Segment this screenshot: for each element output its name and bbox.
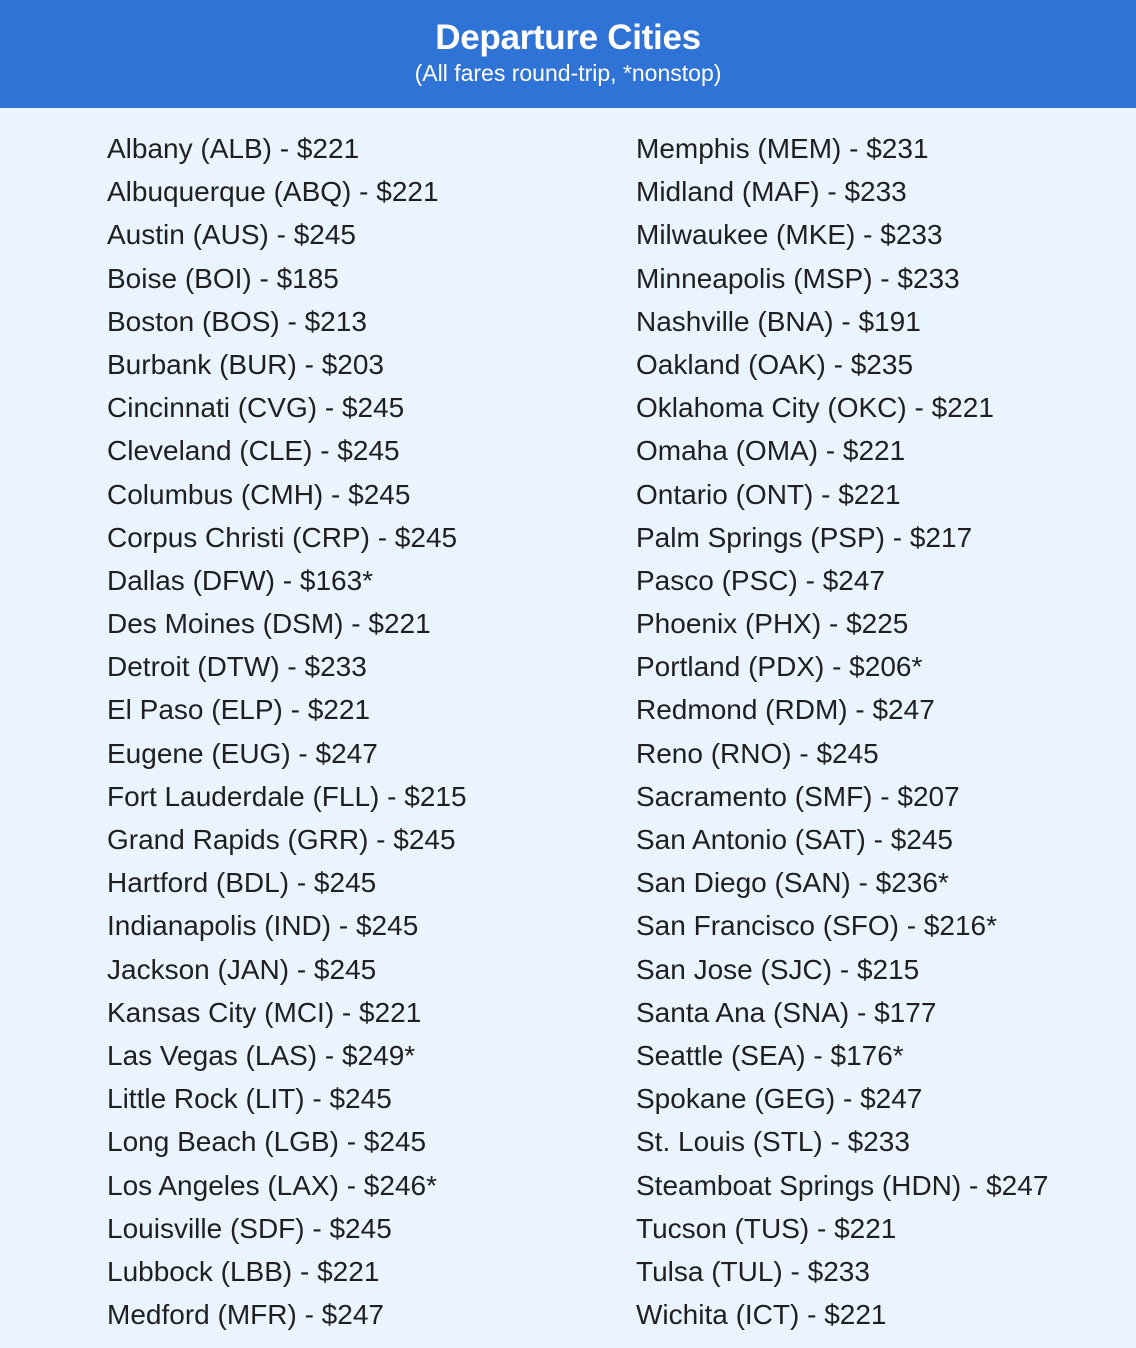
city-fare-item: Portland (PDX) - $206* (636, 651, 923, 683)
city-fare-item: Jackson (JAN) - $245 (107, 953, 377, 985)
city-fare-item: Albany (ALB) - $221 (107, 133, 360, 164)
header-banner (0, 0, 1136, 108)
city-fare-item: Los Angeles (LAX) - $246* (107, 1169, 437, 1201)
city-fare-item: Des Moines (DSM) - $221 (107, 608, 431, 640)
city-fare-item: Nashville (BNA) - $191 (636, 305, 921, 337)
city-fare-item: Detroit (DTW) - $233 (107, 651, 367, 683)
city-fare-item: Reno (RNO) - $245 (636, 737, 879, 769)
city-fare-item: Austin (AUS) - $245 (107, 219, 356, 251)
city-fare-item: Ontario (ONT) - $221 (636, 478, 901, 510)
city-fare-item: Corpus Christi (CRP) - $245 (107, 521, 458, 553)
city-fare-item: Milwaukee (MKE) - $233 (636, 219, 943, 251)
city-fare-item: Redmond (RDM) - $247 (636, 694, 935, 726)
city-fare-item: Boise (BOI) - $185 (107, 262, 339, 294)
city-fare-item: Las Vegas (LAS) - $249* (107, 1039, 416, 1071)
city-fare-item: Eugene (EUG) - $247 (107, 737, 378, 769)
city-column-right (636, 131, 1048, 1340)
city-fare-item: St. Louis (STL) - $233 (636, 1126, 910, 1158)
city-fare-item: Hartford (BDL) - $245 (107, 867, 377, 899)
city-fare-item: Tulsa (TUL) - $233 (636, 1255, 870, 1287)
city-fare-item: Sacramento (SMF) - $207 (636, 780, 960, 812)
city-fare-item: Omaha (OMA) - $221 (636, 435, 906, 467)
city-fare-item: Columbus (CMH) - $245 (107, 478, 411, 510)
city-fare-item: Spokane (GEG) - $247 (636, 1083, 923, 1115)
city-fare-item: San Diego (SAN) - $236* (636, 867, 949, 899)
city-fare-item: San Antonio (SAT) - $245 (636, 824, 953, 855)
city-fare-item: Louisville (SDF) - $245 (107, 1212, 392, 1244)
city-fare-item: Dallas (DFW) - $163* (107, 564, 374, 596)
city-fare-item: Memphis (MEM) - $231 (636, 133, 929, 164)
city-fare-item: Phoenix (PHX) - $225 (636, 608, 909, 640)
city-fare-item: Midland (MAF) - $233 (636, 176, 907, 208)
city-fare-item: Burbank (BUR) - $203 (107, 348, 385, 380)
city-fare-item: El Paso (ELP) - $221 (107, 694, 371, 726)
city-fare-item: San Jose (SJC) - $215 (636, 953, 920, 985)
city-fare-item: Lubbock (LBB) - $221 (107, 1255, 380, 1287)
city-fare-item: Steamboat Springs (HDN) - $247 (636, 1169, 1049, 1201)
city-fare-item: Palm Springs (PSP) - $217 (636, 521, 973, 553)
city-fare-item: Tucson (TUS) - $221 (636, 1212, 897, 1244)
page-title: Departure Cities (435, 18, 701, 57)
city-fare-item: Indianapolis (IND) - $245 (107, 910, 419, 942)
city-fare-item: Boston (BOS) - $213 (107, 305, 367, 337)
city-fare-item: Long Beach (LGB) - $245 (107, 1126, 427, 1158)
city-fare-item: Minneapolis (MSP) - $233 (636, 262, 960, 294)
city-fare-item: Oakland (OAK) - $235 (636, 348, 914, 380)
city-fare-item: Little Rock (LIT) - $245 (107, 1083, 392, 1115)
city-fare-item: Albuquerque (ABQ) - $221 (107, 176, 439, 208)
city-fare-item: Medford (MFR) - $247 (107, 1299, 384, 1331)
page-subtitle: (All fares round-trip, *nonstop) (414, 60, 722, 86)
city-fare-item: Kansas City (MCI) - $221 (107, 996, 422, 1028)
city-fare-item: Wichita (ICT) - $221 (636, 1299, 887, 1331)
city-fare-item: Pasco (PSC) - $247 (636, 564, 885, 596)
city-fare-item: Oklahoma City (OKC) - $221 (636, 392, 994, 424)
city-fare-item: Cincinnati (CVG) - $245 (107, 392, 405, 424)
city-fare-item: Fort Lauderdale (FLL) - $215 (107, 780, 467, 812)
city-fare-item: Grand Rapids (GRR) - $245 (107, 824, 456, 855)
city-fare-item: Santa Ana (SNA) - $177 (636, 996, 937, 1028)
city-fare-item: Seattle (SEA) - $176* (636, 1039, 904, 1071)
city-fare-item: Cleveland (CLE) - $245 (107, 435, 400, 467)
city-fare-item: San Francisco (SFO) - $216* (636, 910, 998, 942)
city-column-left (107, 131, 467, 1340)
departure-city-list (0, 108, 1136, 1348)
